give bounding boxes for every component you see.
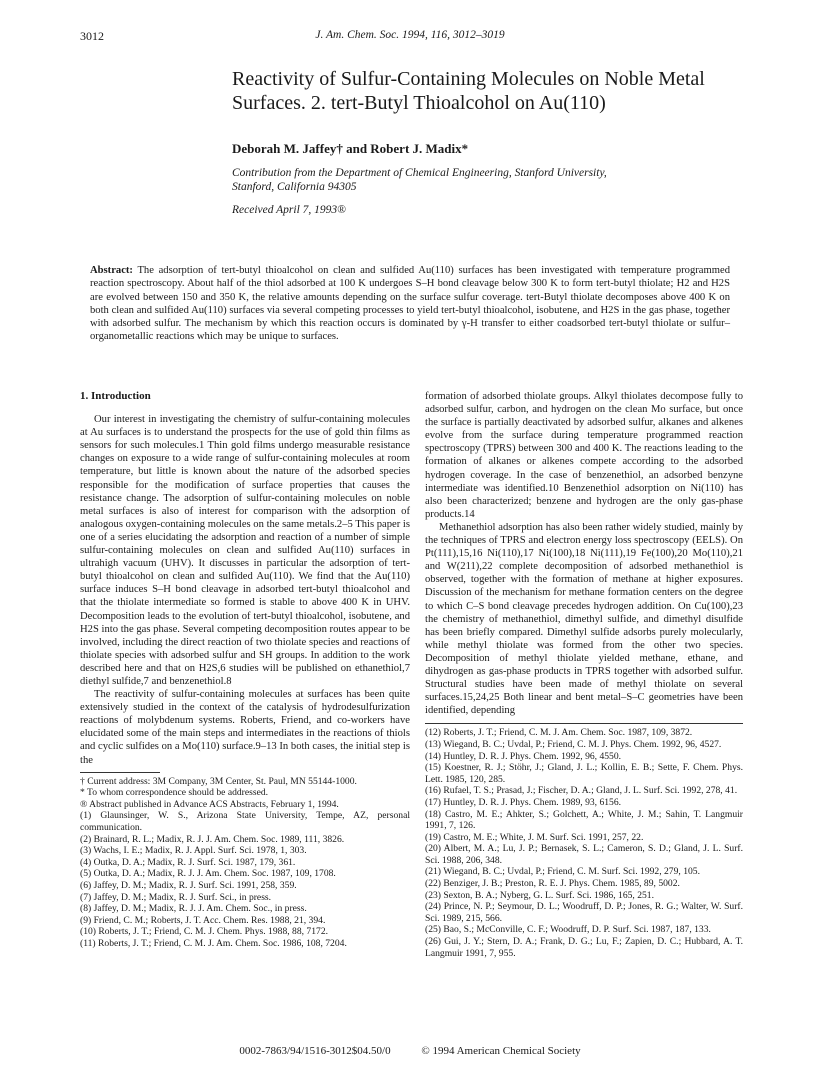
article-title xyxy=(232,67,752,115)
reference-item: (22) Benziger, J. B.; Preston, R. E. J. Phys. Chem. 1985, 89, 5002. xyxy=(425,878,680,890)
reference-item: (19) Castro, M. E.; White, J. M. Surf. Sci. 1991, 257, 22. xyxy=(425,831,644,843)
reference-item: (23) Sexton, B. A.; Nyberg, G. L. Surf. Sci. 1986, 165, 251. xyxy=(425,889,654,901)
reference-item: (25) Bao, S.; McConville, C. F.; Woodruff, D. P. Surf. Sci. 1987, 187, 133. xyxy=(425,924,711,936)
footnote-item: (1) Glaunsinger, W. S., Arizona State University, Tempe, AZ, personal communication. xyxy=(80,810,410,833)
right-column xyxy=(425,390,743,959)
footnote-item: (10) Roberts, J. T.; Friend, C. M. J. Chem. Phys. 1988, 88, 7172. xyxy=(80,926,329,938)
left-paragraph-2: The reactivity of sulfur-containing molecules at surfaces has been quite extensively studied in the context of the catalysis of hydrodesulfurization reactions of molybdenum systems. Roberts, Friend, and co-workers have elucidated some of the main steps and intermediates in the reactions of thiols and cyclic sulfides on a Mo(110) surface.9–13 In both cases, the initial step is the xyxy=(80,689,410,766)
journal-citation: J. Am. Chem. Soc. 1994, 116, 3012–3019 xyxy=(315,29,505,41)
footnote-item: (5) Outka, D. A.; Madix, R. J. J. Am. Chem. Soc. 1987, 109, 1708. xyxy=(80,868,336,880)
reference-item: (20) Albert, M. A.; Lu, J. P.; Bernasek, S. L.; Cameron, S. D.; Gland, J. L. Surf. Sci. 1988, 206, 348. xyxy=(425,843,743,866)
footnote-item: † Current address: 3M Company, 3M Center, St. Paul, MN 55144-1000. xyxy=(80,775,357,787)
reference-item: (24) Prince, N. P.; Seymour, D. L.; Woodruff, D. P.; Jones, R. G.; Walter, W. Surf. Sci. 1989, 215, 566. xyxy=(425,901,743,924)
left-paragraph-1: Our interest in investigating the chemistry of sulfur-containing molecules at Au surfaces is to understand the prospects for the use of gold thin films as sensors for such molecules.1 Thin gold films undergo measurable resistance changes on exposure to a wide range of sulfur-containing molecules at room temperature, but little is known about the nature of the adsorbed species responsible for the modification of surface properties that causes the resistance change. The adsorption of sulfur-containing molecules on noble metal surfaces is also of interest for comparison with the adsorption of analogous oxygen-containing molecules on the same metals.2–5 This paper is one of a series elucidating the adsorption and reaction of a number of simple sulfur-containing molecules on clean and sulfided Au(110) surfaces in ultrahigh vacuum (UHV). It discusses in particular the adsorption of tert-butyl thioalcohol on clean and sulfided Au(110). We find that the Au(110) surface induces S–H bond cleavage in adsorbed tert-butyl thioalcohol and that the thiolate intermediate so formed is stable to above 400 K in UHV. Decomposition leads to the evolution of tert-butyl thioalcohol, isobutene, and H2S into the gas phase. Several competing decomposition routes appear to be involved, including the direct reaction of two thiolate species and reactions of thiolate species with adsorbed sulfur and SH groups. In addition to the work described here and that on H2S,6 studies will be published on ethanethiol,7 diethyl sulfide,7 and benzenethiol.8 xyxy=(80,414,410,687)
reference-item: (12) Roberts, J. T.; Friend, C. M. J. Am. Chem. Soc. 1987, 109, 3872. xyxy=(425,727,693,739)
footnote-item: (9) Friend, C. M.; Roberts, J. T. Acc. Chem. Res. 1988, 21, 394. xyxy=(80,914,326,926)
right-references xyxy=(425,727,743,959)
reference-item: (15) Koestner, R. J.; Stöhr, J.; Gland, J. L.; Kollin, E. B.; Sette, F. Chem. Phys. Lett. 1985, 120, 285. xyxy=(425,762,743,785)
left-footnotes xyxy=(80,776,410,950)
right-paragraph-1: formation of adsorbed thiolate groups. Alkyl thiolates decompose fully to adsorbed sulfur, carbon, and hydrogen on the clean Mo surface, but once the surface is partially deactivated by adsorbed sulfur, alkanes and alkenes evolve from the surface during temperature programmed reaction spectroscopy (TPRS) between 300 and 400 K. The reactions leading to the formation of alkanes or alkenes compete according to the adsorbed hydrogen coverage. In the case of benzenethiol, an adsorbed benzyne intermediate was identified.10 Benzenethiol adsorption on Ni(110) has also been characterized; benzene and hydrogen are the only gas-phase products.14 xyxy=(425,391,743,520)
title-line-2: Surfaces. 2. tert-Butyl Thioalcohol on Au(110) xyxy=(232,92,606,114)
reference-item: (13) Wiegand, B. C.; Uvdal, P.; Friend, C. M. J. Phys. Chem. 1992, 96, 4527. xyxy=(425,738,722,750)
page-footer xyxy=(0,1045,820,1057)
footnote-item: (7) Jaffey, D. M.; Madix, R. J. Surf. Sci., in press. xyxy=(80,891,272,903)
footnote-item: (4) Outka, D. A.; Madix, R. J. Surf. Sci. 1987, 179, 361. xyxy=(80,856,296,868)
abstract xyxy=(90,264,730,344)
received-date: Received April 7, 1993® xyxy=(232,204,346,216)
reference-item: (18) Castro, M. E.; Ahkter, S.; Golchett, A.; White, J. M.; Sahin, T. Langmuir 1991, 7, 126. xyxy=(425,808,743,832)
footnote-item: (6) Jaffey, D. M.; Madix, R. J. Surf. Sci. 1991, 258, 359. xyxy=(80,879,297,891)
right-paragraph-2: Methanethiol adsorption has also been rather widely studied, mainly by the techniques of TPRS and electron energy loss spectroscopy (EELS). On Pt(111),15,16 Ni(110),17 Ni(100),18 Ni(111),19 Fe(100),20 Mo(110),21 and W(211),22 complete decomposition of adsorbed methanethiol is observed, together with the formation of methane at higher exposures. Discussion of the mechanism for methane formation centers on the degree to which C–S bond cleavage precedes hydrogen addition. On Cu(100),23 the chemistry of methanethiol, dimethyl sulfide, and dimethyl disulfide has been briefly compared. Dimethyl sulfide adsorbs purely molecularly, while methyl thiolate was formed from the other two species. Decomposition of methyl thiolate yielded methane, ethane, and dihydrogen as gas-phase products in TPRS together with adsorbed sulfur. Structural studies have been made of methyl thiolate on several surfaces.15,24,25 Both linear and bent metal–S–C geometries have been identified, depending xyxy=(425,521,743,717)
authors: Deborah M. Jaffey† and Robert J. Madix* xyxy=(232,141,469,156)
affiliation-line-2: Stanford, California 94305 xyxy=(232,181,357,193)
footnote-item: (3) Wachs, I. E.; Madix, R. J. Appl. Surf. Sci. 1978, 1, 303. xyxy=(80,845,307,857)
footnote-item: ® Abstract published in Advance ACS Abstracts, February 1, 1994. xyxy=(80,798,339,810)
abstract-label: Abstract: xyxy=(90,265,133,276)
reference-item: (17) Huntley, D. R. J. Phys. Chem. 1989, 93, 6156. xyxy=(425,796,622,808)
footnote-item: (11) Roberts, J. T.; Friend, C. M. J. Am. Chem. Soc. 1986, 108, 7204. xyxy=(80,937,347,949)
footnote-divider xyxy=(80,772,160,773)
footnote-item: (8) Jaffey, D. M.; Madix, R. J. J. Am. Chem. Soc., in press. xyxy=(80,903,307,915)
section-heading: 1. Introduction xyxy=(80,390,151,402)
left-column xyxy=(80,390,410,950)
footnote-item: (2) Brainard, R. L.; Madix, R. J. J. Am. Chem. Soc. 1989, 111, 3826. xyxy=(80,833,345,845)
title-line-1: Reactivity of Sulfur-Containing Molecules on Noble Metal xyxy=(232,68,705,90)
reference-item: (16) Rufael, T. S.; Prasad, J.; Fischer, D. A.; Gland, J. L. Surf. Sci. 1992, 278, 41. xyxy=(425,785,738,797)
page-number: 3012 xyxy=(80,29,104,43)
reference-item: (21) Wiegand, B. C.; Uvdal, P.; Friend, C. M. Surf. Sci. 1992, 279, 105. xyxy=(425,866,700,878)
affiliation-line-1: Contribution from the Department of Chemical Engineering, Stanford University, xyxy=(232,167,607,179)
footer-code: 0002-7863/94/1516-3012$04.50/0 xyxy=(239,1045,391,1057)
footnote-item: * To whom correspondence should be addressed. xyxy=(80,787,269,799)
footer-copyright: © 1994 American Chemical Society xyxy=(421,1045,581,1057)
abstract-text: The adsorption of tert-butyl thioalcohol on clean and sulfided Au(110) surfaces has been investigated with temperature programmed reaction spectroscopy. About half of the thiol adsorbed at 100 K undergoes S–H bond cleavage below 300 K to form tert-butyl thiolate; H2 and H2S are evolved between 150 and 350 K, the relative amounts depending on the surface sulfur coverage. tert-Butyl thiolate decomposes above 400 K on both clean and sulfided Au(110) surfaces via several competing processes to yield tert-butyl thioalcohol, isobutene, and H2S in the gas phase, together with adsorbed sulfur. The mechanism by which this reaction occurs is dominated by γ-H transfer to either coadsorbed tert-butyl thiolate or sulfur–organometallic reactions which may be unique to surfaces. xyxy=(90,265,730,343)
reference-item: (26) Gui, J. Y.; Stern, D. A.; Frank, D. G.; Lu, F.; Zapien, D. C.; Hubbard, A. T. Langmuir 1991, 7, 955. xyxy=(425,936,743,959)
references-divider xyxy=(425,723,743,724)
affiliation xyxy=(232,166,752,194)
reference-item: (14) Huntley, D. R. J. Phys. Chem. 1992, 96, 4550. xyxy=(425,750,622,762)
